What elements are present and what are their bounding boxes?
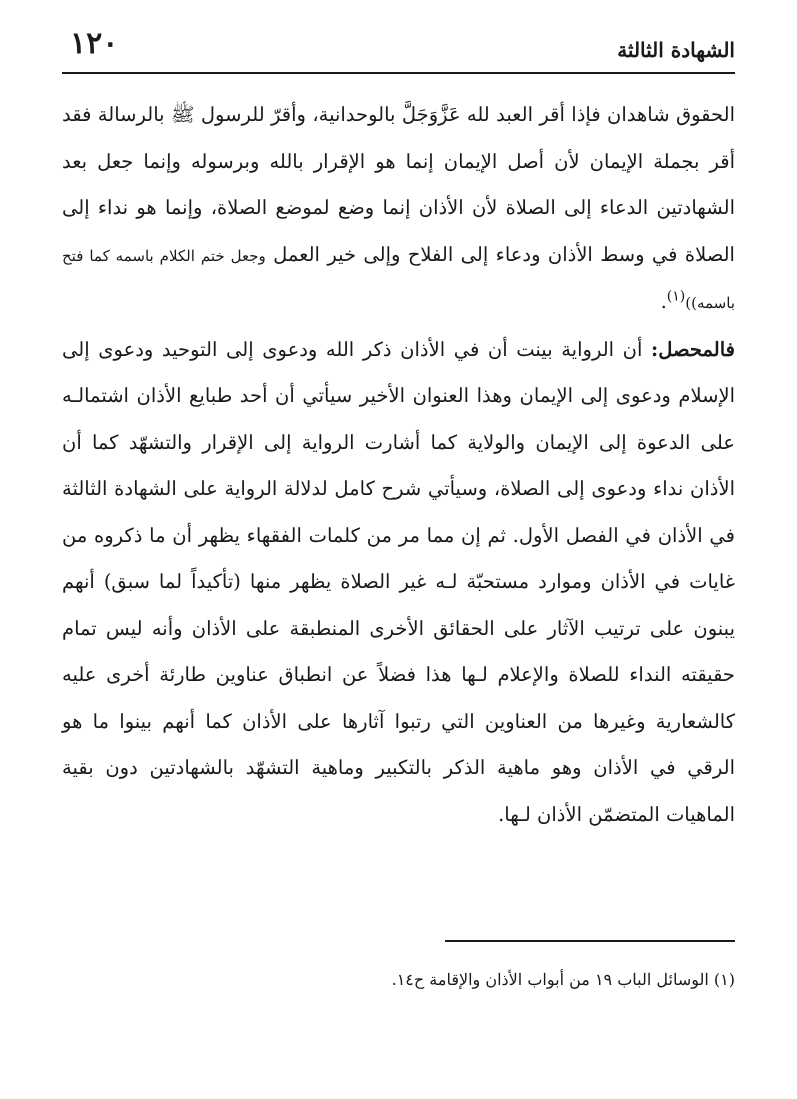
- paragraph-1-text: الحقوق شاهدان فإذا أقر العبد لله عَزَّوَجَلَّ بالوحدانية، وأقرّ للرسول ﷺ بالرسالة فقد أقر بجملة الإيمان لأن أصل الإيمان إنما هو الإقرار بالله وبرسوله وإنما جعل بعد الشهادتين الدعاء إلى الصلاة لأن الأذان إنما وضع لموضع الصلاة، وإنما هو نداء إلى الصلاة في وسط الأذان ودعاء إلى الفلاح وإلى خير العمل: [62, 103, 735, 266]
- running-title: الشهادة الثالثة: [617, 38, 735, 62]
- paragraph-1: [62, 92, 735, 327]
- body-text: [62, 92, 735, 838]
- paragraph-2-text: أن الرواية بينت أن في الأذان ذكر الله ودعوى إلى التوحيد ودعوى إلى الإسلام ودعوى إلى الإيمان وهذا العنوان الأخير سيأتي أن أحد طبايع الأذان اشتمالـه على الدعوة إلى الإيمان والولاية كما أشارت الرواية إلى الإقرار والتشهّد كما أن الأذان نداء ودعوى إلى الصلاة، وسيأتي شرح كامل لدلالة الرواية على الشهادة الثالثة في الأذان في الفصل الأول. ثم إن مما مر من كلمات الفقهاء يظهر أن ما ذكروه من غايات في الأذان وموارد مستحبّة لـه غير الصلاة يظهر منها (تأكيداً لما سبق) أنهم يبنون على ترتيب الآثار على الحقائق الأخرى المنطبقة على الأذان وأنه ليس تمام حقيقته النداء للصلاة والإعلام لـها هذا فضلاً عن انطباق عناوين طارئة أخرى عليه كالشعارية وغيرها من العناوين التي رتبوا آثارها على الأذان كما أنهم بينوا ما هو الرقي في الأذان وهو ماهية الذكر بالتكبير وماهية التشهّد بالشهادتين دون بقية الماهيات المتضمّن الأذان لـها.: [62, 337, 735, 826]
- footnote-reference[interactable]: (١): [666, 288, 686, 305]
- paragraph-1-end: .: [660, 290, 667, 313]
- footnote: (١) الوسائل الباب ١٩ من أبواب الأذان والإقامة ح١٤.: [391, 970, 735, 989]
- paragraph-2: [62, 327, 735, 839]
- footnote-divider: [445, 940, 735, 942]
- paragraph-2-lead: فالمحصل:: [651, 337, 735, 361]
- page-header: [62, 22, 735, 74]
- paragraph-1-tail: وجعل ختم الكلام باسمه كما فتح باسمه)): [62, 246, 735, 312]
- page-number: ١٢٠: [70, 26, 119, 61]
